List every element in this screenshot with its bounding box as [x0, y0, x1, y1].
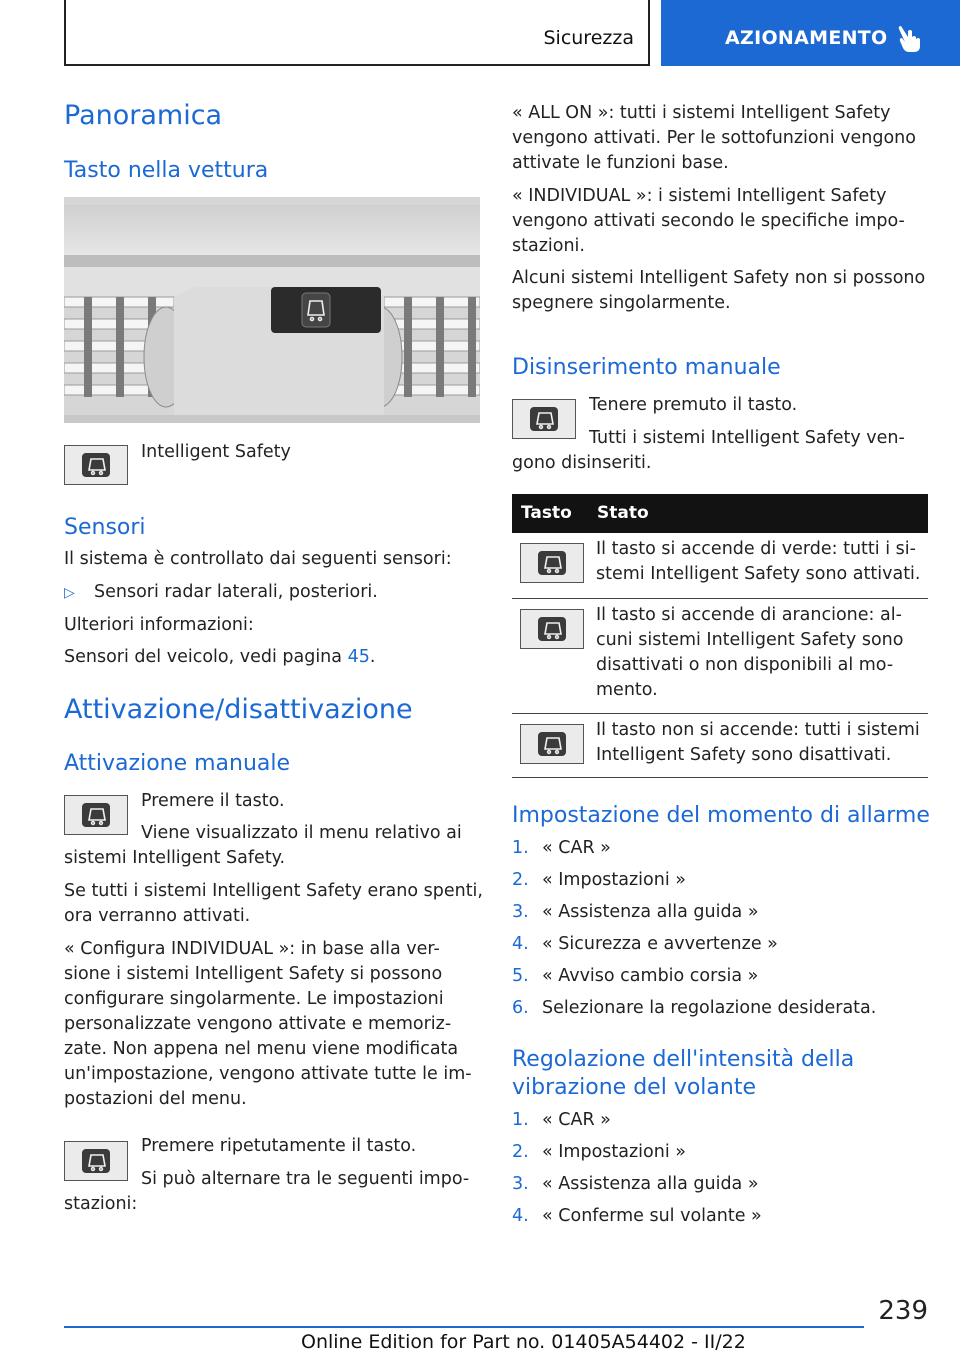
step-number: 4.	[512, 1206, 529, 1226]
table-header-state: Stato	[597, 503, 649, 523]
step-text: « Assistenza alla guida »	[542, 1174, 759, 1194]
state-line: Il tasto non si accende: tutti i sistemi	[596, 720, 920, 740]
state-line: stemi Intelligent Safety sono attivati.	[596, 564, 921, 584]
alternate-line2: stazioni:	[64, 1194, 138, 1214]
hold-button-text: Tenere premuto il tasto.	[589, 395, 798, 415]
button-caption: Intelligent Safety	[141, 442, 291, 462]
list-item	[512, 932, 778, 957]
section-heading-activation: Attivazione/disattivazione	[64, 694, 413, 725]
config-line: personalizzate vengono attivate e memoriz-	[64, 1014, 452, 1034]
step-text: « Assistenza alla guida »	[542, 902, 759, 922]
intelligent-safety-button-icon	[512, 399, 576, 439]
state-line: cuni sistemi Intelligent Safety sono	[596, 630, 904, 650]
state-line: Il tasto si accende di verde: tutti i si-	[596, 539, 916, 559]
config-line: zate. Non appena nel menu viene modificata	[64, 1039, 459, 1059]
step-number: 6.	[512, 998, 529, 1018]
list-item	[512, 868, 686, 893]
intelligent-safety-button-icon	[64, 795, 128, 835]
step-text: « Sicurezza e avvertenze »	[542, 934, 778, 954]
step-text: « Avviso cambio corsia »	[542, 966, 759, 986]
step-text: « CAR »	[542, 1110, 611, 1130]
sensors-bullet-text: Sensori radar laterali, posteriori.	[94, 582, 378, 602]
page-title: Panoramica	[64, 100, 223, 131]
if-off-line1: Se tutti i sistemi Intelligent Safety erano spenti,	[64, 881, 483, 901]
list-item	[512, 836, 611, 861]
footer-divider	[64, 1326, 864, 1328]
page-number: 239	[878, 1296, 928, 1326]
step-text: « Conferme sul volante »	[542, 1206, 762, 1226]
config-line: sione i sistemi Intelligent Safety si possono	[64, 964, 443, 984]
step-number: 2.	[512, 870, 529, 890]
table-cell-state	[596, 718, 924, 768]
all-off-line2: gono disinseriti.	[512, 453, 652, 473]
press-button-text: Premere il tasto.	[141, 791, 285, 811]
list-item	[512, 900, 759, 925]
state-line: Intelligent Safety sono disattivati.	[596, 745, 892, 765]
menu-shown-line2: sistemi Intelligent Safety.	[64, 848, 286, 868]
section-heading-vibration-line1: Regolazione dell'intensità della	[512, 1047, 855, 1072]
step-text: Selezionare la regolazione desiderata.	[542, 998, 877, 1018]
sensors-intro: Il sistema è controllato dai seguenti sensori:	[64, 549, 452, 569]
cannot-off-line: spegnere singolarmente.	[512, 293, 731, 313]
bullet-triangle-icon: ▷	[64, 585, 75, 601]
header-section-box	[64, 0, 650, 66]
table-cell-state	[596, 537, 924, 587]
config-line: configurare singolarmente. Le impostazioni	[64, 989, 444, 1009]
if-off-line2: ora verranno attivati.	[64, 906, 251, 926]
step-text: « Impostazioni »	[542, 1142, 686, 1162]
list-item	[512, 996, 876, 1021]
page-link-45[interactable]: 45	[347, 647, 370, 667]
sensors-bullet-item	[64, 580, 378, 606]
config-line: postazioni del menu.	[64, 1089, 247, 1109]
section-heading-sensors: Sensori	[64, 515, 146, 540]
intelligent-safety-button-icon	[520, 724, 584, 764]
step-number: 3.	[512, 1174, 529, 1194]
intelligent-safety-button-icon	[64, 445, 128, 485]
state-line: mento.	[596, 680, 658, 700]
footer-edition: Online Edition for Part no. 01405A54402 - II/22	[301, 1331, 746, 1353]
table-cell-state	[596, 603, 924, 703]
intelligent-safety-button-icon	[64, 1141, 128, 1181]
further-info-label: Ulteriori informazioni:	[64, 615, 254, 635]
config-line: « Configura INDIVIDUAL »: in base alla ver-	[64, 939, 440, 959]
header-chapter-tab[interactable]	[661, 0, 960, 66]
individual-line: « INDIVIDUAL »: i sistemi Intelligent Safety	[512, 186, 887, 206]
individual-line: stazioni.	[512, 236, 585, 256]
step-number: 1.	[512, 838, 529, 858]
table-header	[512, 494, 928, 533]
step-number: 3.	[512, 902, 529, 922]
intelligent-safety-button-icon	[520, 543, 584, 583]
step-text: « CAR »	[542, 838, 611, 858]
section-heading-vibration-line2: vibrazione del volante	[512, 1075, 756, 1100]
config-line: un'impostazione, vengono attivate tutte le im-	[64, 1064, 472, 1084]
press-repeat-text: Premere ripetutamente il tasto.	[141, 1136, 417, 1156]
table-header-button: Tasto	[521, 503, 572, 523]
section-heading-button: Tasto nella vettura	[64, 158, 269, 183]
individual-line: vengono attivati secondo le specifiche impo-	[512, 211, 905, 231]
step-number: 5.	[512, 966, 529, 986]
hand-pointer-icon	[897, 24, 923, 54]
step-number: 2.	[512, 1142, 529, 1162]
button-state-table	[512, 494, 928, 778]
header-chapter-label: AZIONAMENTO	[725, 27, 888, 49]
state-line: disattivati o non disponibili al mo-	[596, 655, 894, 675]
step-number: 1.	[512, 1110, 529, 1130]
sensors-reference	[64, 645, 375, 670]
alternate-line1: Si può alternare tra le seguenti impo-	[141, 1169, 470, 1189]
table-row	[512, 533, 928, 599]
step-number: 4.	[512, 934, 529, 954]
section-heading-manual-off: Disinserimento manuale	[512, 355, 781, 380]
list-item	[512, 1172, 759, 1197]
all-off-line1: Tutti i sistemi Intelligent Safety ven-	[589, 428, 905, 448]
intelligent-safety-button-photo	[64, 197, 480, 423]
cannot-off-line: Alcuni sistemi Intelligent Safety non si possono	[512, 268, 926, 288]
state-line: Il tasto si accende di arancione: al-	[596, 605, 902, 625]
list-item	[512, 1140, 686, 1165]
list-item	[512, 964, 758, 989]
step-text: « Impostazioni »	[542, 870, 686, 890]
table-row	[512, 599, 928, 714]
section-heading-manual-activation: Attivazione manuale	[64, 751, 291, 776]
menu-shown-line1: Viene visualizzato il menu relativo ai	[141, 823, 462, 843]
sensors-reference-text: Sensori del veicolo, vedi pagina	[64, 647, 348, 667]
sensors-reference-end: .	[369, 647, 376, 667]
all-on-line: vengono attivati. Per le sottofunzioni vengono	[512, 128, 916, 148]
table-row	[512, 714, 928, 778]
all-on-line: attivate le funzioni base.	[512, 153, 729, 173]
intelligent-safety-button-icon	[520, 609, 584, 649]
section-heading-alarm: Impostazione del momento di allarme	[512, 803, 930, 828]
all-on-line: « ALL ON »: tutti i sistemi Intelligent Safety	[512, 103, 891, 123]
header-section-label: Sicurezza	[543, 27, 634, 49]
list-item	[512, 1204, 762, 1229]
list-item	[512, 1108, 611, 1133]
